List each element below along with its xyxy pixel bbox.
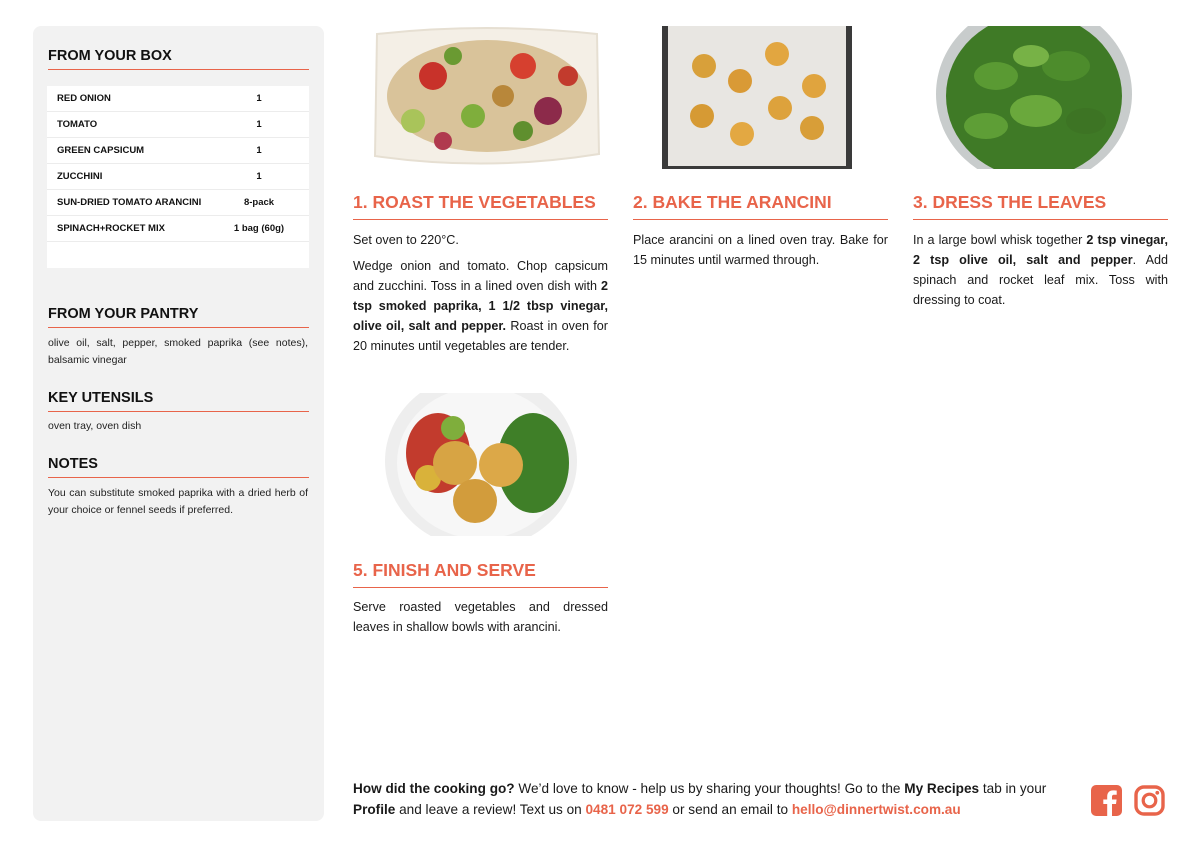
- step-1-title: 1. ROAST THE VEGETABLES: [353, 192, 608, 220]
- ingredient-name: RED ONION: [57, 93, 111, 104]
- dressed-leaves-photo: [936, 26, 1133, 169]
- step-3-title: 3. DRESS THE LEAVES: [913, 192, 1168, 220]
- email-link[interactable]: hello@dinnertwist.com.au: [791, 802, 961, 817]
- ingredient-row: [47, 216, 309, 242]
- ingredient-name: SUN-DRIED TOMATO ARANCINI: [57, 197, 202, 208]
- notes-text: You can substitute smoked paprika with a dried herb of your choice or fennel seeds if preferred.: [48, 487, 308, 516]
- ingredient-name: SPINACH+ROCKET MIX: [57, 223, 165, 234]
- footer-text: We’d love to know - help us by sharing your thoughts! Go to the: [514, 781, 905, 796]
- footer-question: How did the cooking go?: [353, 781, 515, 796]
- footer-text: tab in your: [979, 781, 1047, 796]
- ingredient-row: [47, 138, 309, 164]
- profile-link[interactable]: Profile: [353, 802, 396, 817]
- ingredient-qty: 1: [256, 93, 262, 104]
- step-1-body: [353, 230, 608, 356]
- step-5-title: 5. FINISH AND SERVE: [353, 560, 608, 588]
- step-text: In a large bowl whisk together: [913, 233, 1087, 247]
- from-your-pantry-heading: FROM YOUR PANTRY: [48, 306, 309, 328]
- footer-text: and leave a review! Text us on: [395, 802, 586, 817]
- facebook-icon[interactable]: [1091, 785, 1122, 821]
- step-2-body: [633, 230, 888, 270]
- ingredient-row: [47, 112, 309, 138]
- step-text: Wedge onion and tomato. Chop capsicum and zucchini. Toss in a lined oven dish with: [353, 259, 608, 293]
- step-1-paragraph: Set oven to 220°C.: [353, 233, 459, 247]
- step-3-paragraph: [913, 230, 1168, 310]
- finished-dish-photo: [383, 393, 579, 536]
- step-2-title: 2. BAKE THE ARANCINI: [633, 192, 888, 220]
- step-2-paragraph: Place arancini on a lined oven tray. Bake for 15 minutes until warmed through.: [633, 233, 888, 267]
- arancini-tray-photo: [662, 26, 852, 169]
- ingredient-row: [47, 190, 309, 216]
- step-text-bold: 2 tsp vinegar, 2 tsp olive oil, salt and pepper: [913, 233, 1168, 267]
- ingredient-qty: 1 bag (60g): [233, 223, 285, 234]
- feedback-footer: [353, 778, 1073, 820]
- pantry-text: olive oil, salt, pepper, smoked paprika (see notes), balsamic vinegar: [48, 337, 308, 366]
- step-5-body: [353, 597, 608, 637]
- footer-text: or send an email to: [668, 802, 792, 817]
- phone-link[interactable]: 0481 072 599: [585, 802, 669, 817]
- utensils-text: oven tray, oven dish: [48, 420, 142, 432]
- ingredient-row: [47, 164, 309, 190]
- ingredient-qty: 8-pack: [243, 197, 275, 208]
- step-1-paragraph: [353, 256, 608, 356]
- ingredient-qty: 1: [256, 119, 262, 130]
- ingredients-table: [47, 86, 309, 268]
- from-your-box-heading: FROM YOUR BOX: [48, 48, 309, 70]
- step-3-body: [913, 230, 1168, 310]
- step-text: Roast in oven for 20 minutes until vegetables are tender.: [353, 319, 608, 353]
- ingredient-qty: 1: [256, 145, 262, 156]
- ingredient-name: GREEN CAPSICUM: [57, 145, 145, 156]
- step-5-paragraph: Serve roasted vegetables and dressed leaves in shallow bowls with arancini.: [353, 600, 608, 634]
- step-text-bold: 2 tsp smoked paprika, 1 1/2 tbsp vinegar, olive oil, salt and pepper.: [353, 279, 608, 333]
- ingredient-row: [47, 86, 309, 112]
- roast-vegetables-photo: [373, 26, 601, 169]
- ingredient-name: TOMATO: [57, 119, 98, 130]
- notes-heading: NOTES: [48, 456, 309, 478]
- ingredient-name: ZUCCHINI: [57, 171, 103, 182]
- my-recipes-link[interactable]: My Recipes: [904, 781, 980, 796]
- instagram-icon[interactable]: [1134, 785, 1165, 821]
- ingredient-qty: 1: [256, 171, 262, 182]
- key-utensils-heading: KEY UTENSILS: [48, 390, 309, 412]
- ingredients-sidebar: [33, 26, 324, 821]
- step-text: . Add spinach and rocket leaf mix. Toss with dressing to coat.: [913, 253, 1168, 307]
